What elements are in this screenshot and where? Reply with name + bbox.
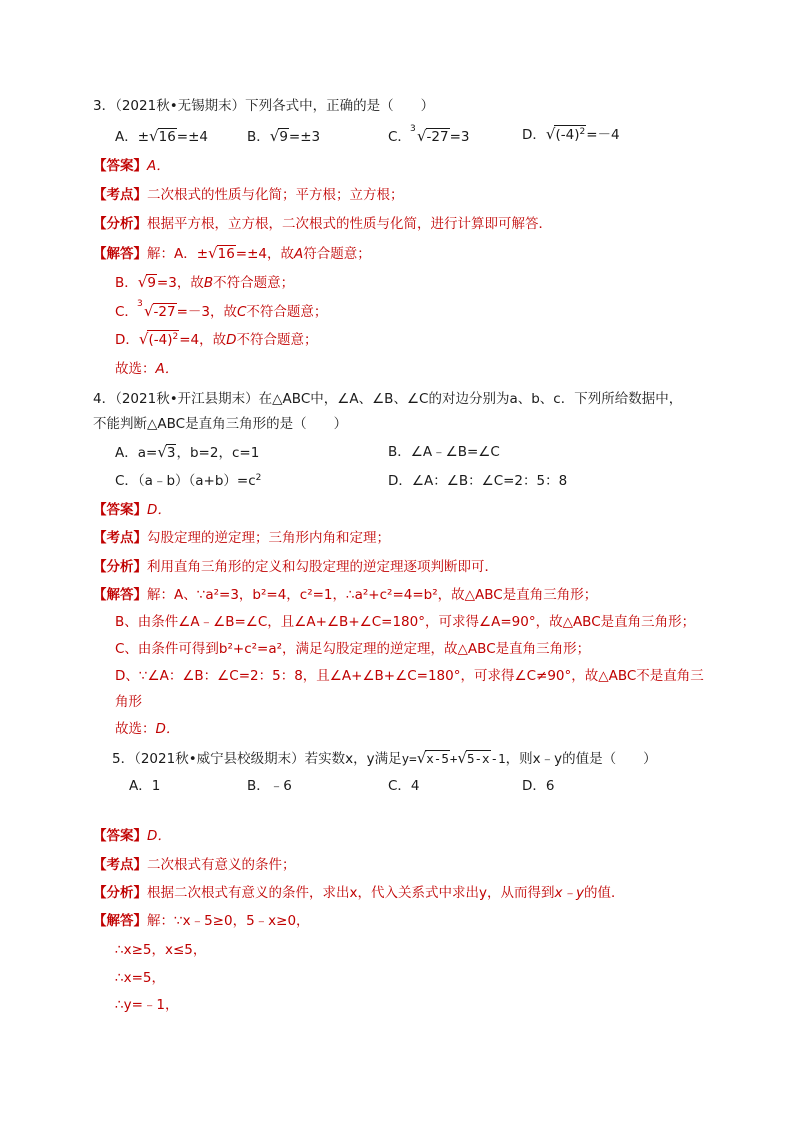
q5-kaodian: 【考点】二次根式有意义的条件； <box>93 857 296 873</box>
q5-fenxi: 【分析】根据二次根式有意义的条件，求出x，代入关系式中求出y，从而得到x﹣y的值． <box>93 885 625 901</box>
q4-kaodian: 【考点】勾股定理的逆定理；三角形内角和定理； <box>93 530 390 546</box>
q3-jieda-b: B．√9=3，故B不符合题意； <box>115 273 295 291</box>
sqrt-expression: √9 <box>269 127 288 145</box>
q4-jieda-d1: D、∵∠A：∠B：∠C=2：5：8，且∠A+∠B+∠C=180°，可求得∠C≠90°，故△ABC不是直角三 <box>115 668 704 684</box>
q4-jieda-b: B、由条件∠A﹣∠B=∠C，且∠A+∠B+∠C=180°，可求得∠A=90°，故△ABC是直角三角形； <box>115 614 696 630</box>
q5-option-a: A．1 <box>129 778 161 794</box>
q3-option-a: A．±√16=±4 <box>115 127 209 145</box>
q4-option-d: D．∠A：∠B：∠C=2：5：8 <box>388 473 568 489</box>
q5-jieda-2: ∴x≥5，x≤5， <box>115 942 207 958</box>
q5-stem: 5．（2021秋•威宁县校级期末）若实数x，y满足y=√x-5+√5-x-1，则x﹣y的值是（ ） <box>112 749 657 767</box>
q3-stem <box>93 96 434 118</box>
q3-stem-text: 下列各式中，正确的是（ ） <box>245 98 435 114</box>
q3-fenxi: 【分析】根据平方根，立方根，二次根式的性质与化简，进行计算即可解答． <box>93 216 552 232</box>
q4-answer: 【答案】D． <box>93 502 171 518</box>
q3-answer: 【答案】A． <box>93 158 170 174</box>
q4-option-b: B．∠A﹣∠B=∠C <box>388 444 500 460</box>
q3-option-d: D．$√(-4)^2=-4$ <box>522 125 620 143</box>
q4-fenxi: 【分析】利用直角三角形的定义和勾股定理的逆定理逐项判断即可． <box>93 559 498 575</box>
sqrt-expression: √16 <box>149 127 176 145</box>
q5-jieda-4: ∴y=﹣1， <box>115 997 179 1013</box>
q5-source: 5．（2021秋•威宁县校级期末） <box>112 751 305 767</box>
q4-stem-line2: 不能判断△ABC是直角三角形的是（ ） <box>93 416 348 432</box>
q3-kaodian: 【考点】二次根式的性质与化简；平方根；立方根； <box>93 187 404 203</box>
sqrt-expression: $√(-4)^2$ <box>138 330 179 348</box>
q4-jieda-c: C、由条件可得到b²+c²=a²，满足勾股定理的逆定理，故△ABC是直角三角形； <box>115 641 591 657</box>
q5-option-b: B．﹣6 <box>247 778 292 794</box>
cube-root-expression: 3 √-27 <box>409 124 449 145</box>
q4-stem-line1: 4．（2021秋•开江县期末）在△ABC中，∠A、∠B、∠C的对边分别为a、b、c．下列所给数据中， <box>93 391 683 407</box>
q4-choose: 故选：D． <box>115 721 180 737</box>
q3-option-c: C． 3 √-27=3 <box>388 124 470 145</box>
q4-option-a: A．a=√3，b=2，c=1 <box>115 443 260 461</box>
q4-jieda-a: 【解答】解：A、∵a²=3，b²=4，c²=1，∴a²+c²=4=b²，故△ABC是直角三角形； <box>93 587 598 603</box>
q5-jieda-1: 【解答】解：∵x﹣5≥0，5﹣x≥0， <box>93 913 310 929</box>
sqrt-expression: $√(-4)^2$ <box>545 125 586 143</box>
sqrt-expression: √x-5 <box>416 749 449 767</box>
q5-answer: 【答案】D． <box>93 828 171 844</box>
q3-jieda-a: 【解答】解：A．±√16=±4，故A符合题意； <box>93 244 371 262</box>
q3-choose: 故选：A． <box>115 361 179 377</box>
cube-root-expression: 3 √-27 <box>136 299 176 320</box>
sqrt-expression: √3 <box>157 443 176 461</box>
q3-jieda-c: C． 3 √-27=－3，故C不符合题意； <box>115 299 328 320</box>
q4-jieda-d2: 角形 <box>115 694 142 710</box>
sqrt-expression: √16 <box>208 244 235 262</box>
q4-option-c: C．$(a﹣b)(a+b)=c^2$ <box>115 473 262 489</box>
sqrt-expression: √5-x <box>457 749 490 767</box>
q5-jieda-3: ∴x=5， <box>115 970 165 986</box>
q3-option-b: B．√9=±3 <box>247 127 321 145</box>
sqrt-expression: √9 <box>137 273 156 291</box>
q5-option-d: D．6 <box>522 778 555 794</box>
q3-source: 3．（2021秋•无锡期末） <box>93 98 246 114</box>
q5-option-c: C．4 <box>388 778 420 794</box>
q4-source: 4．（2021秋•开江县期末） <box>93 391 259 407</box>
q3-jieda-d: D．$√(-4)^2=4$，故D不符合题意； <box>115 330 318 348</box>
